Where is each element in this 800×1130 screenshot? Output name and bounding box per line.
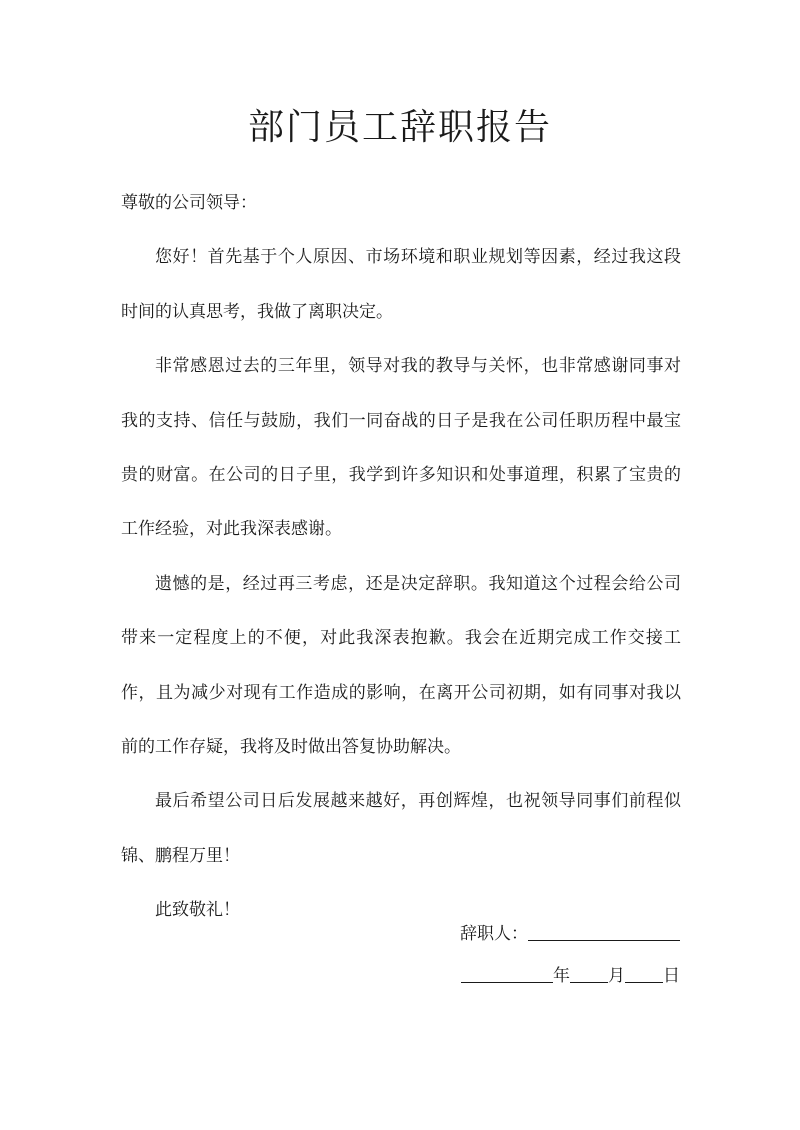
month-blank xyxy=(570,964,608,983)
paragraph-gratitude: 非常感恩过去的三年里，领导对我的教导与关怀，也非常感谢同事对我的支持、信任与鼓励，我们一同奋战的日子是我在公司任职历程中最宝贵的财富。在公司的日子里，我学到许多知识和处事道理，积累了宝贵的工作经验，对此我深表感谢。 xyxy=(121,356,681,540)
signature-line xyxy=(440,920,680,948)
signature-label: 辞职人： xyxy=(460,924,528,944)
signature-name-blank xyxy=(528,922,680,941)
paragraph-wishes: 最后希望公司日后发展越来越好，再创辉煌，也祝领导同事们前程似锦、鹏程万里！ xyxy=(121,791,681,866)
day-blank xyxy=(625,964,663,983)
month-label: 月 xyxy=(608,966,625,986)
paragraph-greeting: 您好！首先基于个人原因、市场环境和职业规划等因素，经过我这段时间的认真思考，我做了离职决定。 xyxy=(121,247,681,322)
salutation: 尊敬的公司领导： xyxy=(121,193,257,213)
document-body xyxy=(121,176,681,938)
year-blank xyxy=(461,964,553,983)
date-line xyxy=(440,962,680,990)
paragraph-regret: 遗憾的是，经过再三考虑，还是决定辞职。我知道这个过程会给公司带来一定程度上的不便，对此我深表抱歉。我会在近期完成工作交接工作，且为减少对现有工作造成的影响，在离开公司初期，如有同事对我以前的工作存疑，我将及时做出答复协助解决。 xyxy=(121,573,681,758)
day-label: 日 xyxy=(663,966,680,986)
document-title: 部门员工辞职报告 xyxy=(247,107,552,148)
closing-salute: 此致敬礼！ xyxy=(155,900,240,921)
year-label: 年 xyxy=(553,966,570,986)
